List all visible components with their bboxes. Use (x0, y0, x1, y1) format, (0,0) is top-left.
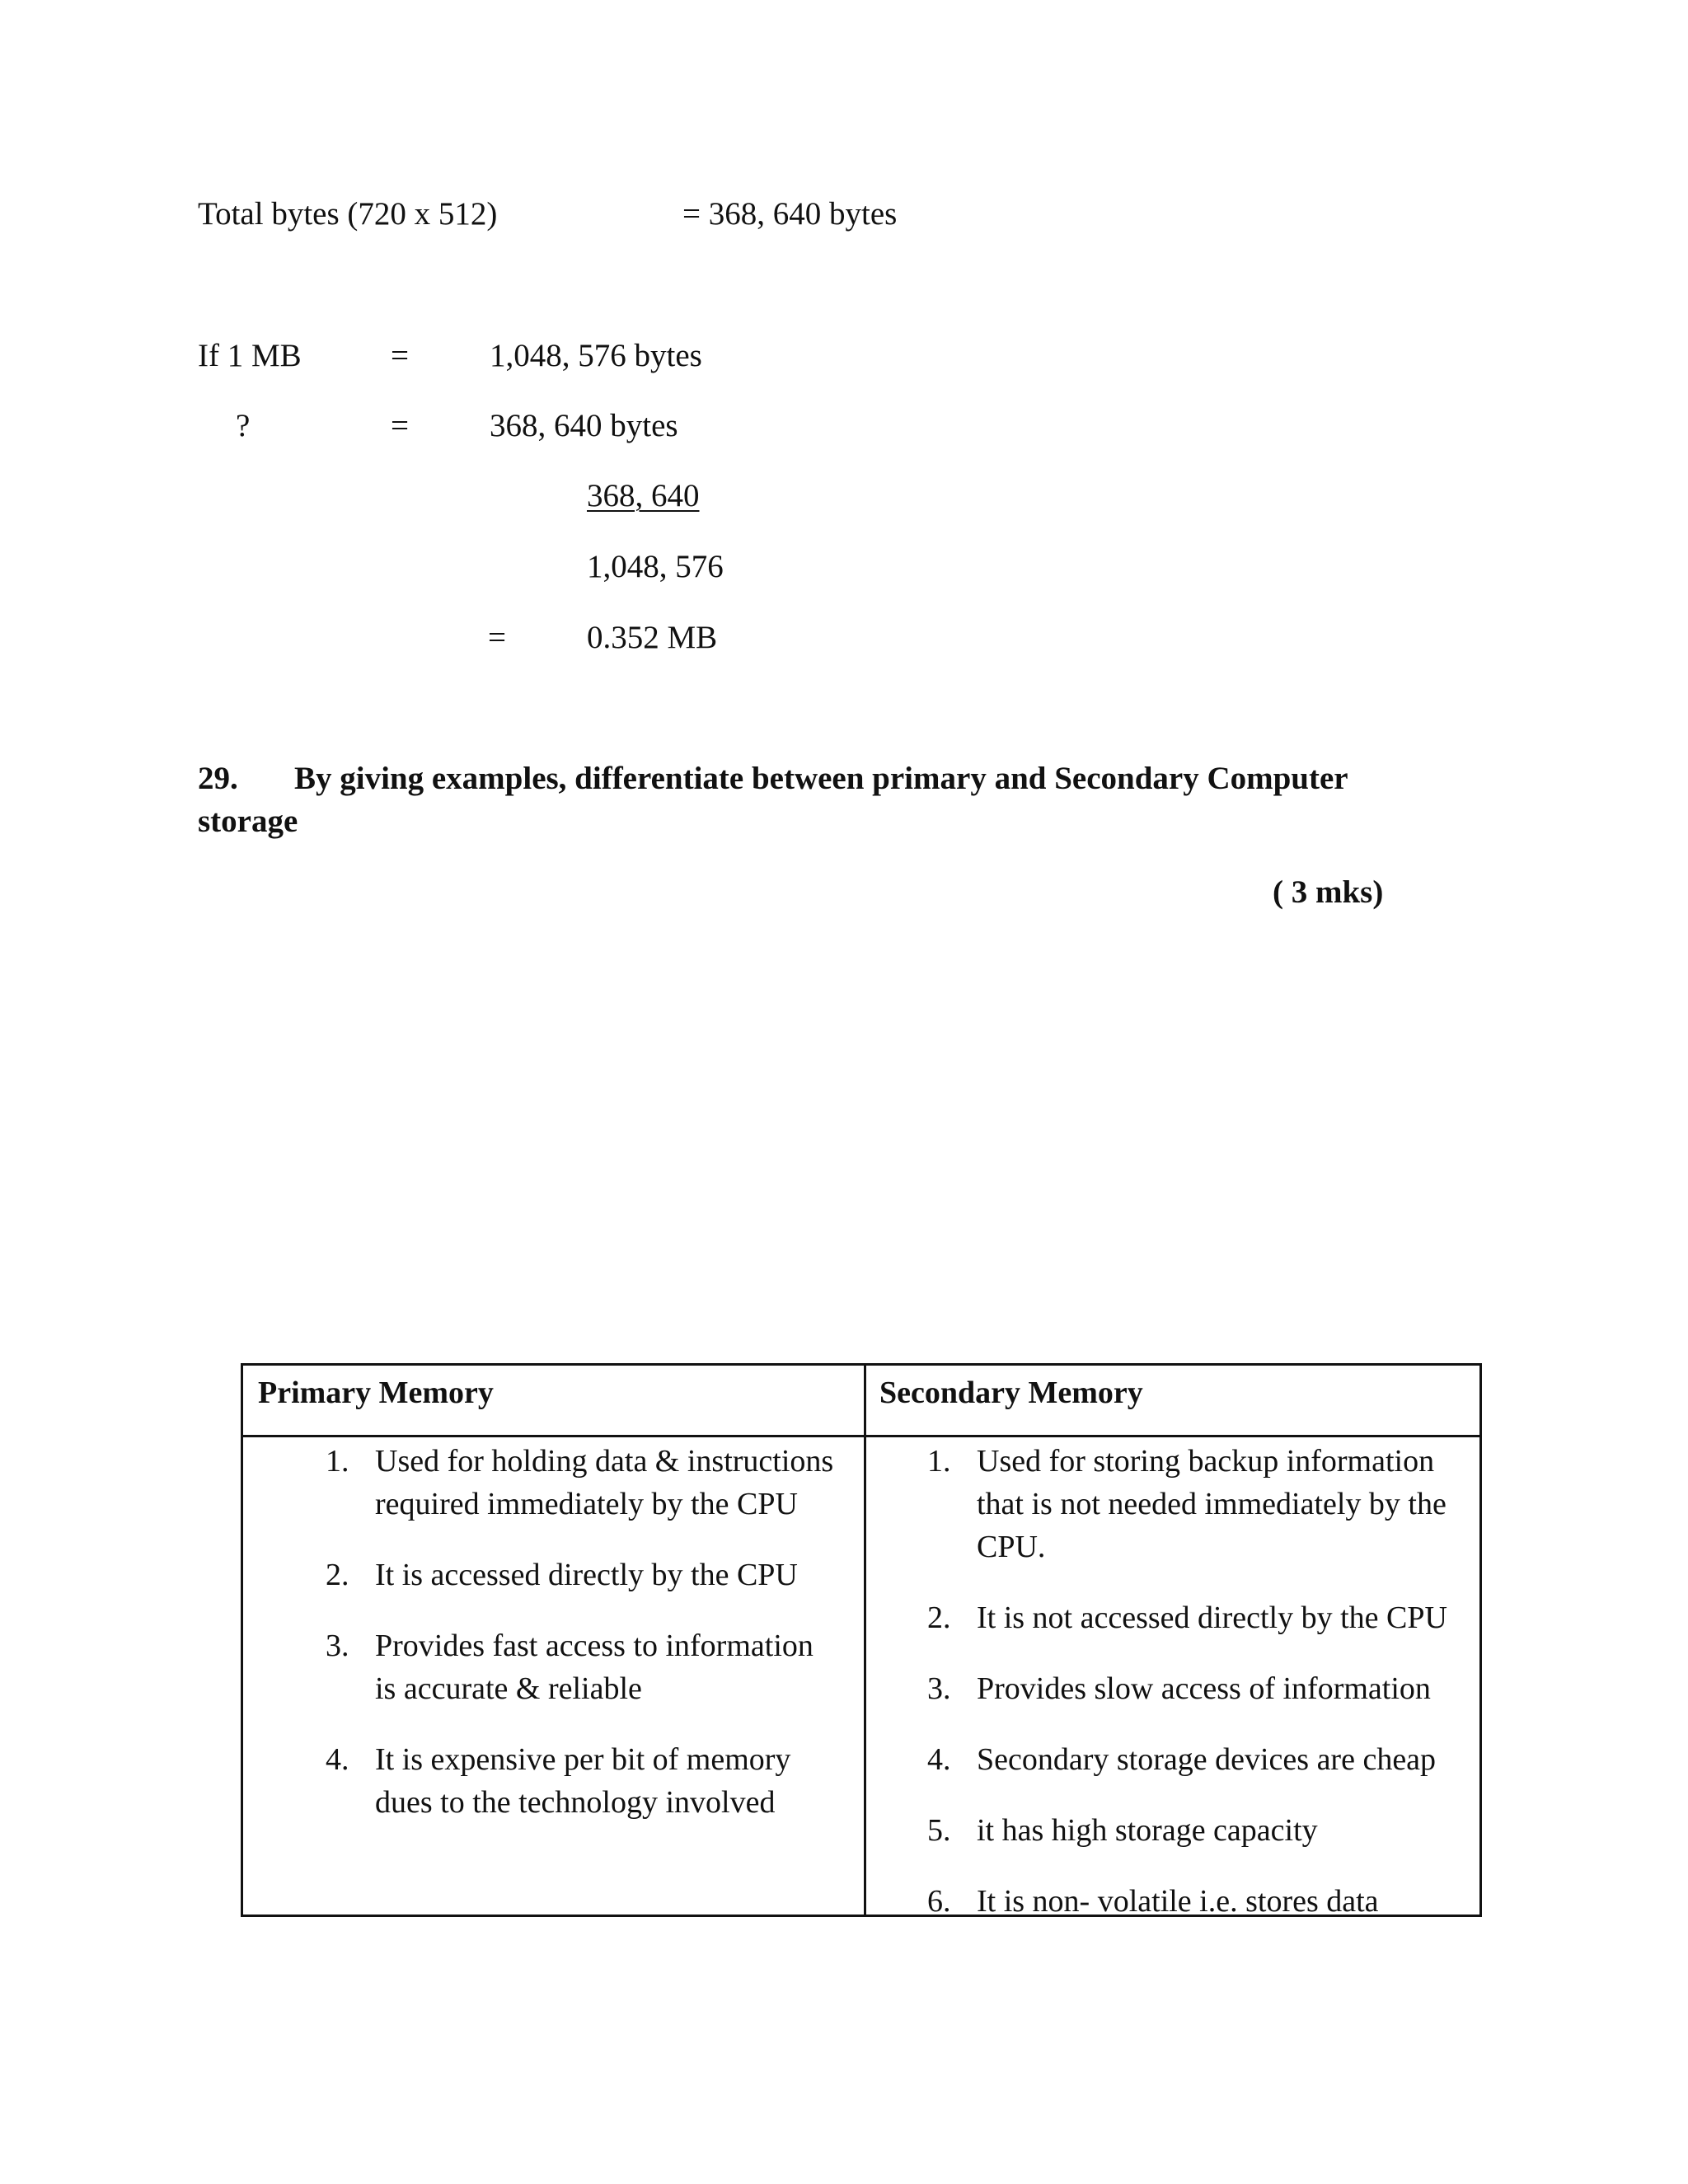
total-bytes-label: Total bytes (720 x 512) (198, 196, 498, 232)
total-bytes-value: = 368, 640 bytes (682, 196, 898, 232)
question-text-line2: storage (198, 804, 298, 839)
list-item-text: Provides slow access of information (977, 1671, 1431, 1706)
list-item-number: 5. (927, 1813, 951, 1848)
result-equals: = (488, 620, 506, 655)
list-item-text: It is accessed directly by the CPU (375, 1558, 798, 1592)
list-item (927, 1440, 1471, 1568)
question-text-line1: By giving examples, differentiate between primary and Secondary Computer (294, 761, 1348, 796)
list-item-number: 4. (927, 1742, 951, 1777)
comparison-table (241, 1363, 1482, 1917)
list-item-text: it has high storage capacity (977, 1813, 1318, 1848)
row2-value: 368, 640 bytes (490, 408, 678, 443)
list-item (326, 1624, 837, 1710)
list-item-number: 4. (326, 1742, 349, 1777)
list-item-text: It is expensive per bit of memory dues to the technology involved (375, 1742, 791, 1820)
list-item (326, 1440, 837, 1526)
list-item (326, 1554, 837, 1596)
row2-left: ? (236, 408, 251, 443)
list-item-number: 2. (927, 1601, 951, 1635)
row1-left: If 1 MB (198, 338, 302, 373)
list-item-text: Provides fast access to information is accurate & reliable (375, 1629, 814, 1706)
list-item (927, 1596, 1471, 1639)
secondary-memory-list (927, 1440, 1471, 1951)
question-number: 29. (198, 761, 238, 796)
list-item-number: 6. (927, 1884, 951, 1919)
list-item-text: It is not accessed directly by the CPU (977, 1601, 1447, 1635)
fraction-numerator: 368, 640 (587, 478, 700, 513)
question-marks: ( 3 mks) (1273, 874, 1384, 910)
list-item-text: It is non- volatile i.e. stores data (977, 1884, 1379, 1919)
list-item-text: Used for storing backup information that is not needed immediately by the CPU. (977, 1444, 1447, 1564)
list-item-text: Used for holding data & instructions required immediately by the CPU (375, 1444, 834, 1521)
list-item (927, 1667, 1471, 1710)
header-primary-memory: Primary Memory (258, 1376, 494, 1410)
list-item-number: 3. (326, 1629, 349, 1663)
row1-value: 1,048, 576 bytes (490, 338, 702, 373)
list-item (927, 1809, 1471, 1852)
header-secondary-memory: Secondary Memory (879, 1376, 1143, 1410)
list-item (927, 1738, 1471, 1781)
fraction-denominator: 1,048, 576 (587, 549, 724, 584)
table-column-divider (864, 1366, 866, 1915)
primary-memory-list (326, 1440, 837, 1852)
list-item-text: Secondary storage devices are cheap (977, 1742, 1437, 1777)
result-value: 0.352 MB (587, 620, 718, 655)
list-item-number: 1. (326, 1444, 349, 1479)
list-item (326, 1738, 837, 1824)
list-item-number: 1. (927, 1444, 951, 1479)
row1-equals: = (391, 338, 409, 373)
list-item-number: 3. (927, 1671, 951, 1706)
row2-equals: = (391, 408, 409, 443)
list-item (927, 1880, 1471, 1923)
list-item-number: 2. (326, 1558, 349, 1592)
table-header-divider (243, 1435, 1479, 1437)
